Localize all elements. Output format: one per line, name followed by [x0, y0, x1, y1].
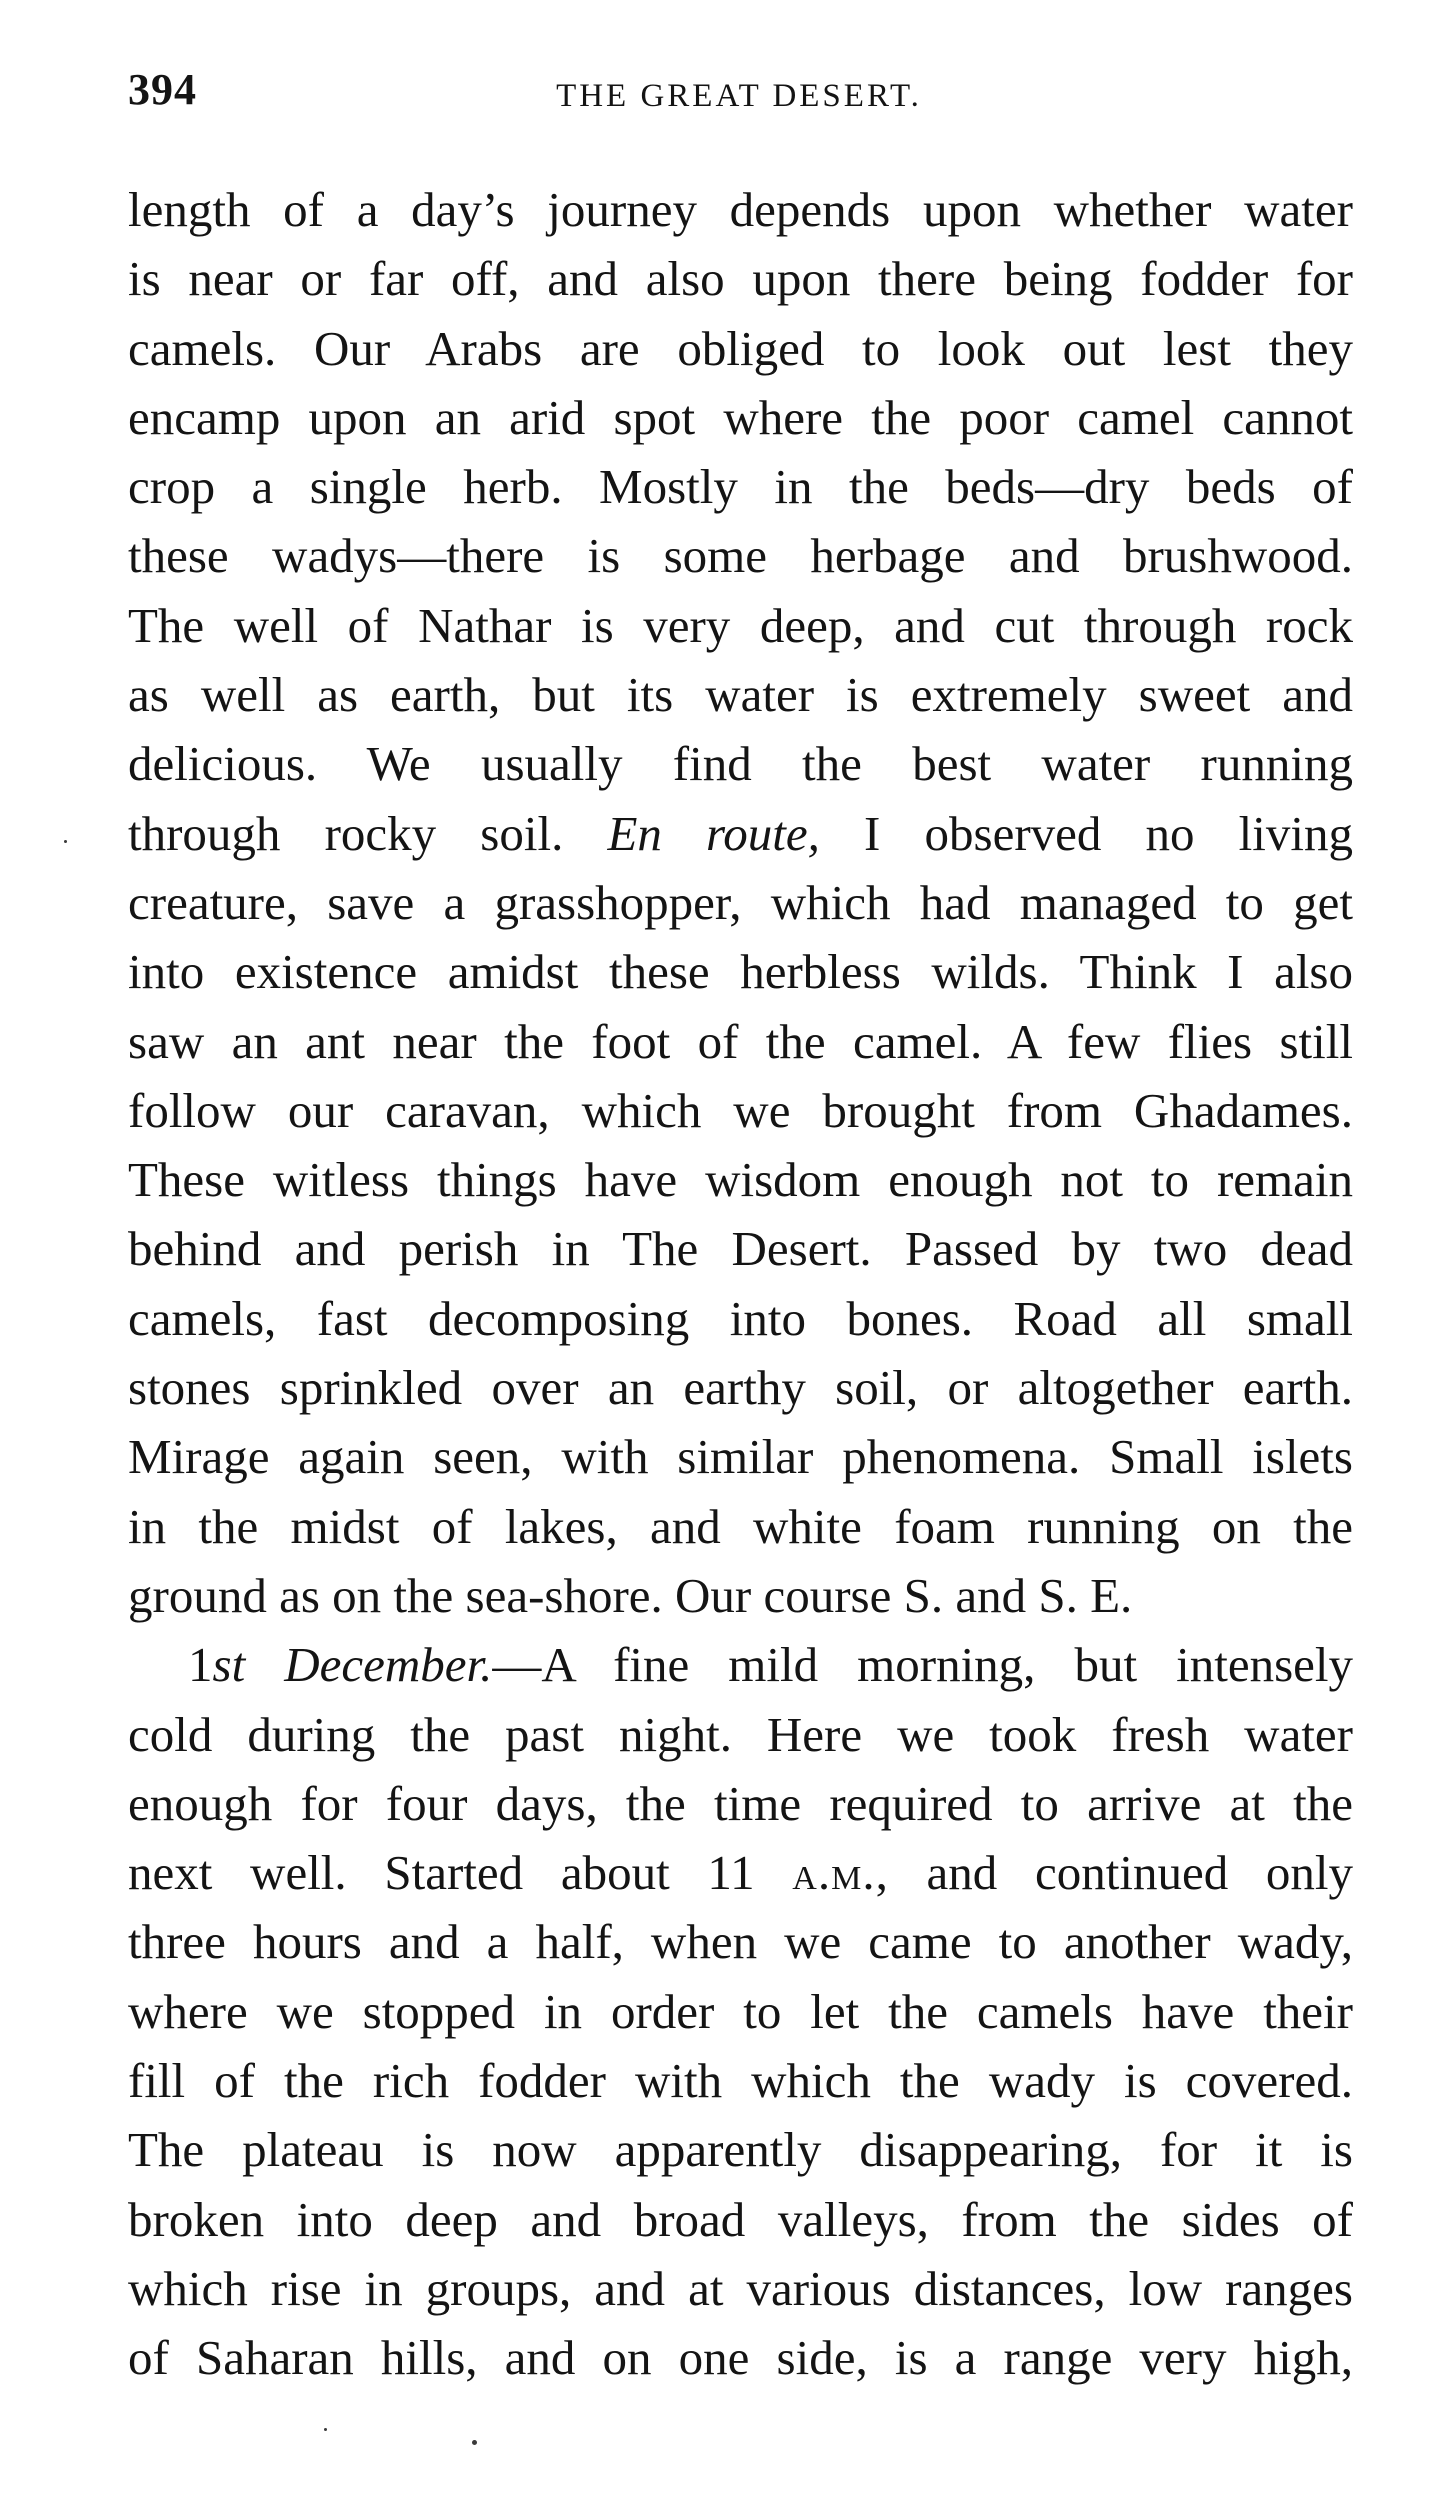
dated-entry-line [128, 1630, 1353, 1699]
entry-day [188, 1637, 245, 1692]
text-line: follow our caravan, which we brought from Ghadames. [128, 1082, 1353, 1138]
text-line-time [128, 1838, 1353, 1907]
text-segment: through rocky soil. [128, 805, 564, 861]
text-line: into existence amidst these herbless wilds. Think I also [128, 944, 1353, 1000]
text-line: delicious. We usually find the best water running [128, 736, 1353, 792]
text-line: fill of the rich fodder with which the wady is covered. [128, 2053, 1353, 2109]
text-line: encamp upon an arid spot where the poor camel cannot [128, 389, 1353, 445]
entry-month: December. [284, 1637, 493, 1693]
text-line: These witless things have wisdom enough not to remain [128, 1152, 1353, 1208]
text-line: which rise in groups, and at various distances, low ranges [128, 2260, 1353, 2316]
text-line: where we stopped in order to let the camels have their [128, 1983, 1353, 2039]
text-line: camels, fast decomposing into bones. Road all small [128, 1290, 1353, 1346]
text-line: stones sprinkled over an earthy soil, or altogether earth. [128, 1360, 1353, 1416]
text-segment: and continued only [926, 1845, 1354, 1901]
paragraph-end-line: ground as on the sea-shore. Our course S. and S. E. [128, 1567, 1133, 1623]
text-line: The well of Nathar is very deep, and cut through rock [128, 597, 1353, 653]
small-caps-time: a.m., [792, 1845, 889, 1901]
day-number: 1 [188, 1637, 213, 1693]
running-head [128, 60, 1350, 120]
text-line: creature, save a grasshopper, which had managed to get [128, 874, 1353, 930]
body-text [128, 175, 1353, 2393]
text-line: of Saharan hills, and on one side, is a range very high, [128, 2330, 1353, 2386]
ink-speck [472, 2440, 477, 2445]
text-line: three hours and a half, when we came to another wady, [128, 1914, 1353, 1970]
text-segment: —A fine mild morning, but intensely [492, 1637, 1353, 1693]
text-line-en-route [128, 799, 1353, 868]
text-line: crop a single herb. Mostly in the beds—dry beds of [128, 459, 1353, 515]
running-title: THE GREAT DESERT. [556, 78, 922, 114]
text-line: in the midst of lakes, and white foam running on the [128, 1498, 1353, 1554]
text-line: these wadys—there is some herbage and brushwood. [128, 528, 1353, 584]
ink-speck [324, 2428, 327, 2431]
text-segment: next well. Started about 11 [128, 1845, 755, 1901]
text-line: cold during the past night. Here we took fresh water [128, 1706, 1353, 1762]
text-line: behind and perish in The Desert. Passed by two dead [128, 1221, 1353, 1277]
text-segment: I observed no living [864, 805, 1354, 861]
text-line: The plateau is now apparently disappearing, for it is [128, 2122, 1353, 2178]
page-number: 394 [128, 65, 197, 114]
day-suffix: st [212, 1637, 246, 1693]
text-line: camels. Our Arabs are obliged to look out lest they [128, 320, 1353, 376]
italic-phrase: En route, [607, 805, 820, 861]
text-line: saw an ant near the foot of the camel. A few flies still [128, 1013, 1353, 1069]
ink-speck [64, 840, 67, 843]
text-line: enough for four days, the time required to arrive at the [128, 1775, 1353, 1831]
text-line: length of a day’s journey depends upon whether water [128, 182, 1353, 237]
text-line: broken into deep and broad valleys, from the sides of [128, 2191, 1353, 2247]
text-line: is near or far off, and also upon there being fodder for [128, 251, 1353, 307]
text-line: as well as earth, but its water is extremely sweet and [128, 667, 1353, 723]
text-line: Mirage again seen, with similar phenomena. Small islets [128, 1429, 1353, 1485]
